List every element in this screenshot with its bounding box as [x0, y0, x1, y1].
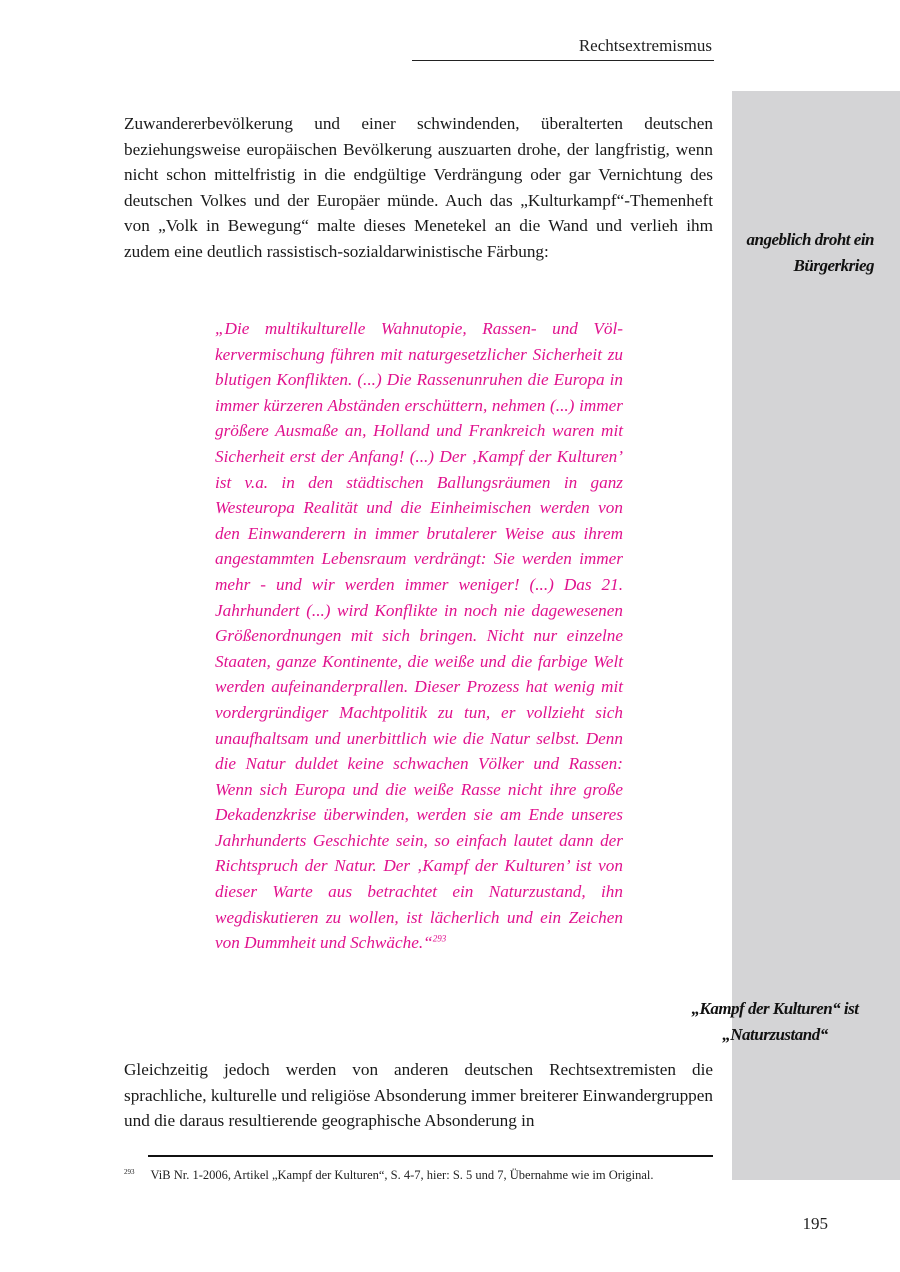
page-number: 195	[802, 1214, 828, 1233]
margin-sidebar	[691, 91, 900, 1180]
footnote-reference[interactable]: 293	[432, 933, 447, 944]
running-header: Rechtsextremismus	[578, 36, 712, 55]
margin-note-buergerkrieg: angeblich droht ein Bürgerkrieg	[746, 230, 874, 275]
footnote-number: 293	[124, 1168, 135, 1176]
margin-note-kampf-der-kulturen: „Kampf der Kulturen“ ist „Naturzustand“	[691, 999, 859, 1044]
body-paragraph: Zuwandererbevölkerung und einer schwindenden, überalterten deutschen beziehungsweise europäischen Bevölkerung auszuarten drohe, der langfristig, wenn nicht schon mittelfristig in die endgültige Verdrängung oder gar Vernichtung des deutschen Volkes und der Europäer münde. Auch das „Kulturkampf“-Themenheft von „Volk in Bewegung“ malte dieses Menetekel an die Wand und verlieh ihm zudem eine deutlich rassistisch-sozialdarwinistische Färbung:	[124, 114, 713, 261]
body-paragraph: Gleichzeitig jedoch werden von anderen deutschen Rechtsextremisten die sprachliche, kulturelle und religiöse Absonderung immer breiterer Einwandergruppen und die daraus resultierende geographische Absonderung in	[124, 1060, 713, 1131]
footnote	[124, 1163, 713, 1184]
header-rule	[412, 60, 714, 61]
quote-text: „Die multikulturelle Wahnutopie, Rassen- und Völkervermischung führen mit naturgesetzlicher Sicherheit zu blutigen Konflikten. (...) Die Rassenunruhen die Europa in immer kürzeren Abständen erschüttern, nehmen (...) immer größere Ausmaße an, Holland und Frankreich waren mit Sicherheit erst der Anfang! (...) Der ‚Kampf der Kulturen’ ist v.a. in den städtischen Ballungsräumen in ganz Westeuropa Realität und die Einheimischen werden von den Einwanderern in immer brutalerer Weise aus ihrem angestammten Lebensraum verdrängt: Sie werden immer mehr - und wir werden immer weniger! (...) Das 21. Jahrhundert (...) wird Konflikte in noch nie dagewesenen Größenordnungen mit sich bringen. Nicht nur einzelne Staaten, ganze Kontinente, die weiße und die farbige Welt werden aufeinanderprallen. Dieser Prozess hat wenig mit vordergründiger Machtpolitik zu tun, er vollzieht sich unaufhaltsam und unerbittlich wie die Natur selbst. Denn die Natur duldet keine schwachen Völker und Rassen: Wenn sich Europa und die weiße Rasse nicht ihre große Dekadenzkrise überwinden, werden sie am Ende unseres Jahrhunderts Geschichte sein, so einfach lautet dann der Richtspruch der Natur. Der ‚Kampf der Kulturen’ ist von dieser Warte aus betrachtet ein Naturzustand, ihn wegdiskutieren zu wollen, ist lächerlich und ein Zeichen von Dummheit und Schwäche.“	[215, 319, 623, 953]
footnote-rule	[148, 1155, 713, 1157]
block-quote	[215, 316, 623, 956]
footnote-text: ViB Nr. 1-2006, Artikel „Kampf der Kulturen“, S. 4-7, hier: S. 5 und 7, Übernahme wie im Original.	[150, 1168, 654, 1183]
